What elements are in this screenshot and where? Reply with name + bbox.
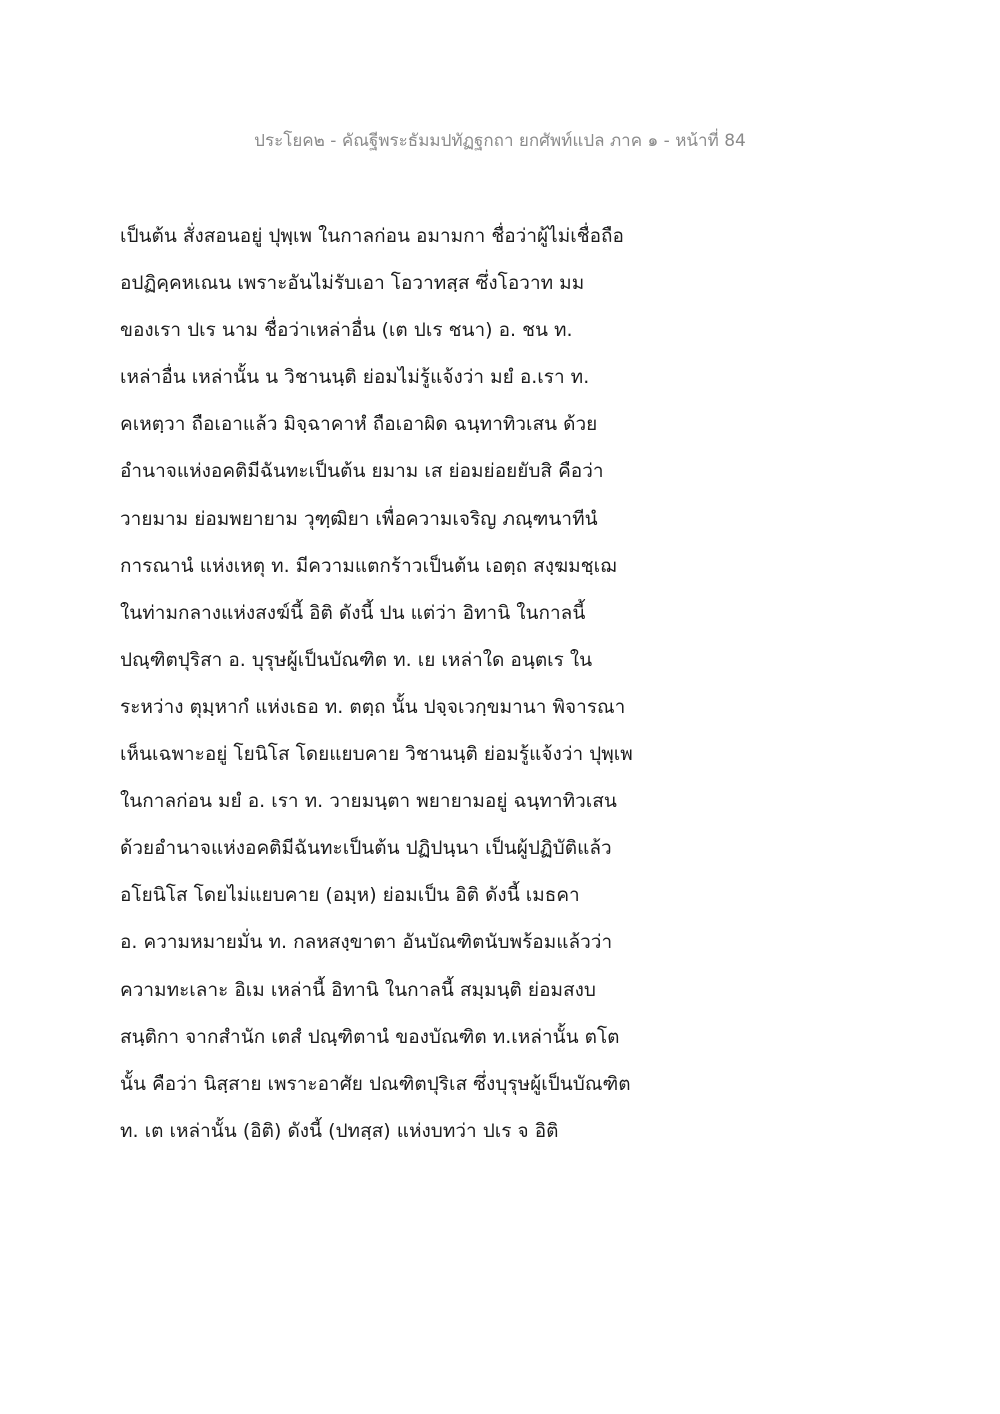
text-line: ความทะเลาะ อิเม เหล่านี้ อิทานิ ในกาลนี้ สมฺมนฺติ ย่อมสงบ	[120, 978, 596, 1001]
body-text	[120, 213, 700, 1155]
text-line: สนฺติกา จากสำนัก เตสํ ปณฺฑิตานํ ของบัณฑิต ท.เหล่านั้น ตโต	[120, 1025, 620, 1048]
text-line: อ. ความหมายมั่น ท. กลหสงฺขาตา อันบัณฑิตนับพร้อมแล้วว่า	[120, 931, 613, 954]
text-line: เป็นต้น สั่งสอนอยู่ ปุพฺเพ ในกาลก่อน อมามกา ชื่อว่าผู้ไม่เชื่อถือ	[120, 225, 624, 247]
text-line: ในกาลก่อน มยํ อ. เรา ท. วายมนฺตา พยายามอยู่ ฉนฺทาทิวเสน	[120, 790, 617, 813]
text-line: ของเรา ปเร นาม ชื่อว่าเหล่าอื่น (เต ปเร ชนา) อ. ชน ท.	[120, 319, 573, 342]
text-line: อำนาจแห่งอคติมีฉันทะเป็นต้น ยมาม เส ย่อมย่อยยับสิ คือว่า	[120, 460, 604, 483]
text-line: เหล่าอื่น เหล่านั้น น วิชานนฺติ ย่อมไม่รู้แจ้งว่า มยํ อ.เรา ท.	[120, 366, 590, 389]
text-line: ท. เต เหล่านั้น (อิติ) ดังนี้ (ปทสฺส) แห่งบทว่า ปเร จ อิติ	[120, 1119, 559, 1142]
text-line: การณานํ แห่งเหตุ ท. มีความแตกร้าวเป็นต้น เอตฺถ สงฺฆมชฺเฌ	[120, 554, 617, 577]
text-line: ระหว่าง ตุมฺหากํ แห่งเธอ ท. ตตฺถ นั้น ปจฺจเวกฺขมานา พิจารณา	[120, 695, 626, 718]
text-line: อโยนิโส โดยไม่แยบคาย (อมฺห) ย่อมเป็น อิติ ดังนี้ เมธคา	[120, 884, 580, 907]
text-line: คเหตฺวา ถือเอาแล้ว มิจฺฉาคาหํ ถือเอาผิด ฉนฺทาทิวเสน ด้วย	[120, 413, 598, 436]
text-line: วายมาม ย่อมพยายาม วุฑฺฒิยา เพื่อความเจริญ ภณฺฑนาทีนํ	[120, 507, 598, 530]
text-line: ในท่ามกลางแห่งสงฆ์นี้ อิติ ดังนี้ ปน แต่ว่า อิทานิ ในกาลนี้	[120, 601, 586, 624]
text-line: อปฏิคฺคหเณน เพราะอันไม่รับเอา โอวาทสฺส ซึ่งโอวาท มม	[120, 272, 585, 295]
running-header: ประโยค๒ - คัณฐีพระธัมมปทัฏฐกถา ยกศัพท์แปล ภาค ๑ - หน้าที่ 84	[254, 131, 746, 151]
text-line: เห็นเฉพาะอยู่ โยนิโส โดยแยบคาย วิชานนฺติ ย่อมรู้แจ้งว่า ปุพฺเพ	[120, 743, 633, 766]
text-line: ปณฺฑิตปุริสา อ. บุรุษผู้เป็นบัณฑิต ท. เย เหล่าใด อนฺตเร ใน	[120, 648, 593, 671]
text-line: ด้วยอำนาจแห่งอคติมีฉันทะเป็นต้น ปฏิปนฺนา เป็นผู้ปฏิบัติแล้ว	[120, 837, 612, 860]
text-line: นั้น คือว่า นิสฺสาย เพราะอาศัย ปณฑิตปุริเส ซึ่งบุรุษผู้เป็นบัณฑิต	[120, 1072, 631, 1095]
